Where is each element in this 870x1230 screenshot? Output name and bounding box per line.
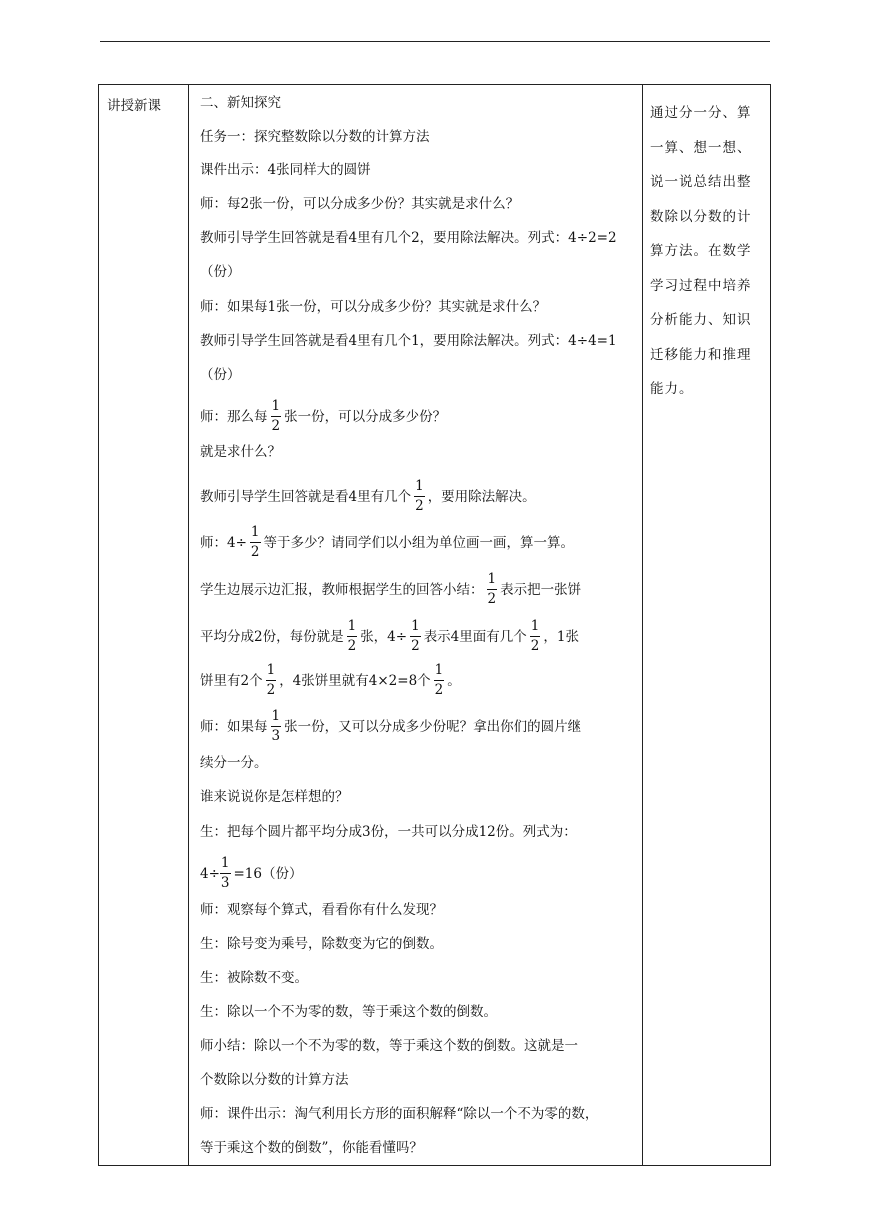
text-line: 教师引导学生回答就是看4里有几个2，要用除法解决。列式：4÷2=2 [200,230,617,246]
text-line: 生：被除数不变。 [200,970,308,986]
text-segment: 平均分成2份，每份就是 [200,629,344,645]
text-segment: 教师引导学生回答就是看4里有几个 [200,489,412,505]
text-segment: 张一份，可以分成多少份？ [284,409,447,425]
column-divider [642,85,643,1165]
header-rule [100,41,770,42]
fraction-half: $\frac{1}{2}$ [266,662,276,698]
text-segment: 饼里有2个 [200,673,263,689]
text-line: 续分一分。 [200,755,268,771]
intent-line: 迁移能力和推理 [650,346,752,363]
fraction-half: $\frac{1}{2}$ [271,398,281,434]
text-line: 师：每2张一份，可以分成多少份？其实就是求什么？ [200,196,520,212]
text-line: 生：把每个圆片都平均分成3份，一共可以分成12份。列式为： [200,824,577,840]
fraction-half: $\frac{1}{2}$ [250,524,260,560]
text-line: 师小结：除以一个不为零的数，等于乘这个数的倒数。这就是一 [200,1038,578,1054]
fraction-half: $\frac{1}{2}$ [411,618,420,654]
text-segment: 表示4里面有几个 [423,629,527,645]
intent-line: 学习过程中培养 [650,277,752,294]
text-line: 课件出示：4张同样大的圆饼 [200,162,371,178]
text-line [200,708,582,744]
category-label: 讲授新课 [107,98,161,114]
text-line: 教师引导学生回答就是看4里有几个1，要用除法解决。列式：4÷4=1 [200,333,617,349]
text-line [200,571,582,607]
text-segment: 师：那么每 [200,409,268,425]
task-heading: 任务一：探究整数除以分数的计算方法 [200,129,430,145]
text-segment: 张一份，又可以分成多少份呢？拿出你们的圆片继 [284,719,582,735]
fraction-half: $\frac{1}{2}$ [487,571,497,607]
intent-line: 数除以分数的计 [650,208,752,225]
text-line: 等于乘这个数的倒数”，你能看懂吗？ [200,1140,423,1156]
intent-line: 说一说总结出整 [650,174,752,190]
text-segment: 师：如果每 [200,719,268,735]
text-line: 个数除以分数的计算方法 [200,1072,349,1088]
fraction-half: $\frac{1}{2}$ [347,618,357,654]
text-segment: ，要用除法解决。 [427,489,536,505]
text-segment: =16（份） [233,866,303,882]
text-line [200,662,461,698]
text-line [200,855,303,891]
text-line: 谁来说说你是怎样想的？ [200,789,349,805]
intent-line: 一算、想一想、 [650,139,752,156]
text-segment: 张，4÷ [360,629,408,645]
fraction-third: $\frac{1}{3}$ [220,855,230,891]
text-segment: ，1张 [543,629,579,645]
lesson-table [98,84,771,1166]
text-segment: 表示把一张饼 [500,582,582,598]
fraction-half: $\frac{1}{2}$ [415,478,424,514]
text-segment: 4÷ [200,866,220,882]
intent-line: 算方法。在数学 [650,243,752,259]
text-segment: 师：4÷ [200,535,247,551]
text-line: 生：除号变为乘号，除数变为它的倒数。 [200,936,443,952]
text-line: （份） [200,367,241,383]
intent-line: 通过分一分、算 [650,105,752,121]
section-heading: 二、新知探究 [200,95,281,111]
text-segment: 等于多少？请同学们以小组为单位画一画，算一算。 [263,535,574,551]
text-line: 生：除以一个不为零的数，等于乘这个数的倒数。 [200,1004,497,1020]
category-cell [107,94,187,114]
fraction-half: $\frac{1}{2}$ [530,618,540,654]
column-divider [188,85,189,1165]
text-line [200,524,574,560]
text-line [200,398,447,434]
fraction-half: $\frac{1}{2}$ [434,662,444,698]
intent-cell [650,96,766,407]
text-line: 师：观察每个算式，看看你有什么发现？ [200,902,443,918]
text-line: 师：课件出示：淘气利用长方形的面积解释“除以一个不为零的数， [200,1106,599,1122]
text-line: 就是求什么？ [200,444,281,460]
text-segment: 。 [447,673,461,689]
text-line: 师：如果每1张一份，可以分成多少份？其实就是求什么？ [200,299,547,315]
text-line [200,618,579,654]
text-segment: ，4张饼里就有4×2=8个 [279,673,431,689]
intent-line: 能力。 [650,381,694,397]
text-line [200,478,536,514]
fraction-third: $\frac{1}{3}$ [271,708,281,744]
text-line: （份） [200,264,241,280]
intent-line: 分析能力、知识 [650,312,752,328]
text-segment: 学生边展示边汇报，教师根据学生的回答小结： [200,582,484,598]
